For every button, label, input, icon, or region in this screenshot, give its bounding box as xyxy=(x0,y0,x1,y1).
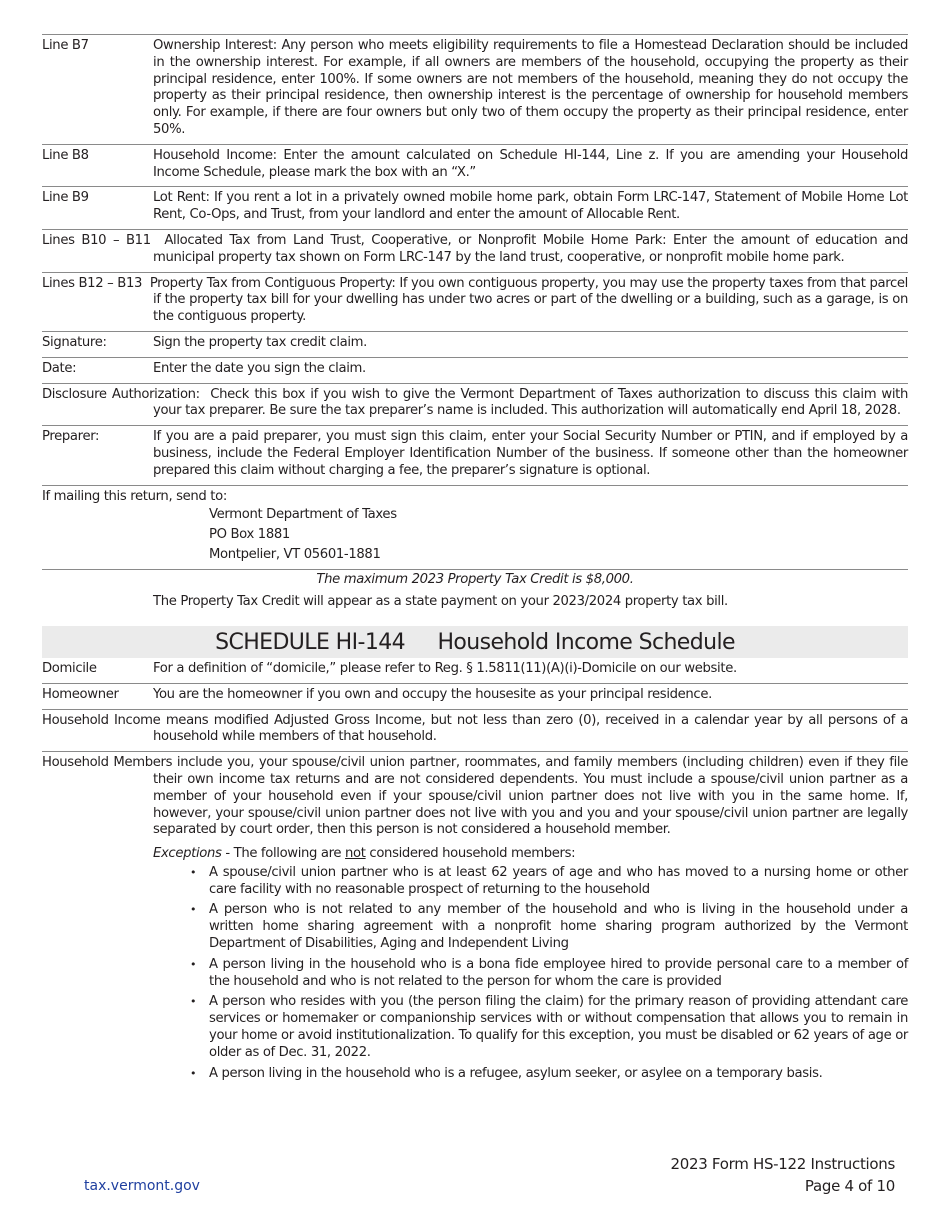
max-credit-note: The maximum 2023 Property Tax Credit is $8,000. xyxy=(42,569,908,594)
household-income-label: Household Income xyxy=(42,712,161,728)
line-label: Lines B10 – B11 xyxy=(42,232,151,248)
exceptions-intro: Exceptions - The following are not considered household members: xyxy=(153,846,576,862)
signature-description: Sign the property tax credit claim. xyxy=(153,334,368,350)
credit-payment-note: The Property Tax Credit will appear as a state payment on your 2023/2024 property tax bill. xyxy=(153,594,728,610)
list-item: • A person living in the household who is a bona fide employee hired to provide personal care to a member of the household and who is not related to the person for whom the care is provided xyxy=(209,957,908,991)
line-label: Line B9 xyxy=(42,190,89,206)
page-number: Page 4 of 10 xyxy=(804,1177,895,1195)
homeowner-label: Homeowner xyxy=(42,686,119,702)
disclosure-row xyxy=(42,383,908,426)
list-item: • A person who resides with you (the person filing the claim) for the primary reason of providing attendant care services or homemaker or companionship services with or without compensation that allows you to remain in your home or avoid institutionalization. To qualify for this exception, you must be disabled or 62 years of age or older as of Dec. 31, 2022. xyxy=(209,994,908,1061)
preparer-row xyxy=(42,425,908,484)
form-name: 2023 Form HS-122 Instructions xyxy=(670,1155,895,1173)
website-link[interactable]: tax.vermont.gov xyxy=(84,1178,200,1194)
list-item: • A spouse/civil union partner who is at least 62 years of age and who has moved to a nursing home or other care facility with no reasonable prospect of returning to the household xyxy=(209,865,908,899)
line-b8 xyxy=(42,144,908,187)
date-row xyxy=(42,357,908,383)
mailing-heading: If mailing this return, send to: xyxy=(42,485,908,506)
date-label: Date: xyxy=(42,360,77,376)
signature-label: Signature: xyxy=(42,334,107,350)
instructions-page xyxy=(42,34,908,1091)
exceptions-label: Exceptions xyxy=(153,846,222,862)
disclosure-description: Check this box if you wish to give the Vermont Department of Taxes authorization to discuss this claim with your tax preparer. Be sure the tax preparer’s name is included. This authorization will automatically end April 18, 2028. xyxy=(153,386,909,419)
list-item: • A person living in the household who is a refugee, asylum seeker, or asylee on a temporary basis. xyxy=(209,1066,908,1083)
line-b7 xyxy=(42,34,908,144)
line-label: Line B8 xyxy=(42,147,89,163)
schedule-code: SCHEDULE HI-144 xyxy=(215,629,406,655)
line-b9 xyxy=(42,186,908,229)
address-line: PO Box 1881 xyxy=(209,527,290,543)
household-income-row xyxy=(42,709,908,752)
address-line: Montpelier, VT 05601-1881 xyxy=(209,547,381,563)
homeowner-description: You are the homeowner if you own and occupy the housesite as your principal residence. xyxy=(153,686,712,702)
address-line: Vermont Department of Taxes xyxy=(209,507,397,523)
date-description: Enter the date you sign the claim. xyxy=(153,360,366,376)
line-label: Line B7 xyxy=(42,38,89,53)
domicile-description: For a definition of “domicile,” please refer to Reg. § 1.5811(11)(A)(i)-Domicile on our website. xyxy=(153,660,737,676)
line-label: Lines B12 – B13 xyxy=(42,275,143,291)
schedule-name: Household Income Schedule xyxy=(437,629,735,655)
line-description: Property Tax from Contiguous Property: If you own contiguous property, you may use the property taxes from that parcel if the property tax bill for your dwelling has under two acres or part of the dwelling or a building, such as a garage, is on the contiguous property. xyxy=(149,275,908,325)
preparer-label: Preparer: xyxy=(42,429,100,445)
domicile-row xyxy=(42,658,908,683)
line-description: Lot Rent: If you rent a lot in a privately owned mobile home park, obtain Form LRC-147, Statement of Mobile Home Lot Rent, Co-Ops, and Trust, from your landlord and enter the amount of Allocable Rent. xyxy=(153,190,908,223)
lines-b12-b13 xyxy=(42,272,908,331)
household-members-row xyxy=(42,751,908,1091)
schedule-title xyxy=(42,626,908,658)
list-item: • A person who is not related to any member of the household and who is living in the household under a written home sharing agreement with a nonprofit home sharing program authorized by the Vermont Department of Disabilities, Aging and Independent Living xyxy=(209,902,908,952)
domicile-label: Domicile xyxy=(42,660,97,676)
lines-b10-b11 xyxy=(42,229,908,272)
line-description: Allocated Tax from Land Trust, Cooperative, or Nonprofit Mobile Home Park: Enter the amount of education and municipal property tax shown on Form LRC-147 by the land trust, cooperative, or nonprofit mobile home park. xyxy=(153,232,908,265)
footer-form-info xyxy=(670,1153,895,1197)
homeowner-row xyxy=(42,683,908,709)
disclosure-label: Disclosure Authorization: xyxy=(42,386,200,402)
line-description: Household Income: Enter the amount calculated on Schedule HI-144, Line z. If you are amending your Household Income Schedule, please mark the box with an “X.” xyxy=(153,147,908,180)
line-description: Ownership Interest: Any person who meets eligibility requirements to file a Homestead Declaration should be included in the ownership interest. For example, if all owners are members of the household, occupying the property as their principal residence, enter 100%. If some owners are not members of the household, meaning they do not occupy the property as their principal residence, then ownership interest is the percentage of ownership for household members only. For example, if there are four owners but only two of them occupy the property as their principal residence, enter 50%. xyxy=(153,38,908,137)
exceptions-section xyxy=(42,846,908,1082)
household-members-description: include you, your spouse/civil union partner, roommates, and family members (including children) even if they file their own income tax returns and are not considered dependents. You must include a spouse/civil union partner as a member of your household even if your spouse/civil union partner does not live with you in the same home. If, however, your spouse/civil union partner does not live with you and you and your spouse/civil union partner are legally separated by court order, then this person is not considered a household member. xyxy=(153,755,908,838)
mailing-address xyxy=(42,505,908,569)
preparer-description: If you are a paid preparer, you must sign this claim, enter your Social Security Number or PTIN, and if employed by a business, include the Federal Employer Identification Number of the business. If someone other than the homeowner prepared this claim without charging a fee, the preparer’s signature is optional. xyxy=(153,429,908,478)
household-income-description: means modified Adjusted Gross Income, but not less than zero (0), received in a calendar year by all persons of a household while members of that household. xyxy=(153,712,909,745)
exceptions-list xyxy=(153,865,908,1083)
household-members-label: Household Members xyxy=(42,755,173,771)
signature-row xyxy=(42,331,908,357)
